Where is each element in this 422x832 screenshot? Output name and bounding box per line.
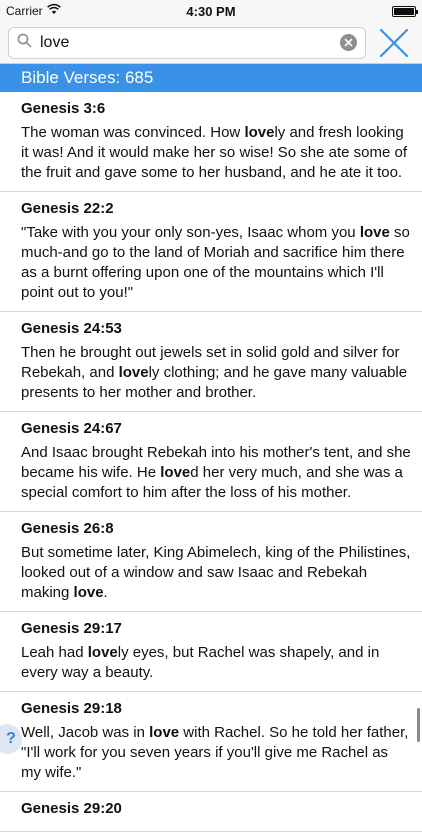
close-button[interactable] <box>372 23 416 63</box>
verse-text <box>21 543 412 603</box>
search-input[interactable] <box>40 34 340 52</box>
search-match: love <box>149 724 180 741</box>
verse-reference: Genesis 26:8 <box>21 520 114 537</box>
verse-item[interactable] <box>0 512 422 612</box>
verse-list <box>0 92 422 832</box>
verse-reference: Genesis 29:20 <box>21 800 122 817</box>
verse-text <box>21 123 412 183</box>
verse-text-segment: Well, Jacob was in <box>21 724 150 741</box>
help-icon: ? <box>6 730 16 747</box>
verse-text <box>21 343 412 403</box>
battery-icon <box>392 6 416 17</box>
verse-text <box>21 223 412 303</box>
battery-level <box>394 8 414 15</box>
search-match: love <box>160 464 191 481</box>
verse-text-segment: . <box>103 584 108 601</box>
verse-text-segment: ly eyes, but Rachel was shapely, and in every way a beauty. <box>21 644 380 681</box>
verse-item[interactable] <box>0 92 422 192</box>
scroll-indicator[interactable] <box>417 708 420 742</box>
verse-text-segment: "Take with you your only son-yes, Isaac whom you <box>21 224 360 241</box>
verse-text-segment: And Isaac brought Rebekah into his mother's tent, and she became his wife. He <box>21 444 411 481</box>
verse-reference: Genesis 24:53 <box>21 320 122 337</box>
verse-item[interactable] <box>0 412 422 512</box>
verse-reference: Genesis 29:17 <box>21 620 122 637</box>
verse-text-segment: with Rachel. So he told her father, "I'll work for you seven years if you'll give me Rachel as my wife." <box>21 724 409 781</box>
search-match: love <box>87 644 118 661</box>
clear-icon[interactable] <box>340 34 357 51</box>
verse-reference: Genesis 22:2 <box>21 200 114 217</box>
verse-text-segment: Leah had <box>21 644 88 661</box>
verse-item[interactable] <box>0 692 422 792</box>
verse-text-segment: Then he brought out jewels set in solid gold and silver for Rebekah, and <box>21 344 400 381</box>
status-bar <box>0 0 422 22</box>
verse-text <box>21 643 412 683</box>
verse-text-segment: But sometime later, King Abimelech, king of the Philistines, looked out of a window and saw Isaac and Rebekah making <box>21 544 411 601</box>
verse-item[interactable] <box>0 792 422 832</box>
verse-text <box>21 723 412 783</box>
search-match: love <box>118 364 149 381</box>
results-count-header <box>0 64 422 92</box>
search-bar <box>0 22 422 64</box>
verse-text-segment: d her very much, and she was a special comfort to him after the loss of his mother. <box>21 464 403 501</box>
search-field[interactable] <box>8 27 366 59</box>
results-count-label: Bible Verses: 685 <box>21 68 154 87</box>
verse-item[interactable] <box>0 312 422 412</box>
verse-text <box>21 443 412 503</box>
verse-reference: Genesis 29:18 <box>21 700 122 717</box>
verse-item[interactable] <box>0 192 422 312</box>
verse-text-segment: ly clothing; and he gave many valuable presents to her mother and brother. <box>21 364 408 401</box>
verse-text-segment: ly and fresh looking it was! And it would make her so wise! So she ate some of the fruit and gave some to her husband, and he ate it too. <box>21 124 408 181</box>
close-icon <box>379 28 409 58</box>
verse-text-segment: so much-and go to the land of Moriah and sacrifice him there as a burnt offering upon one of the mountains which I'll point out to you!" <box>21 224 410 301</box>
verse-reference: Genesis 3:6 <box>21 100 106 117</box>
verse-reference: Genesis 24:67 <box>21 420 122 437</box>
wifi-icon <box>47 4 61 18</box>
search-icon <box>17 33 32 53</box>
verse-item[interactable] <box>0 612 422 692</box>
search-match: love <box>359 224 390 241</box>
search-match: love <box>244 124 275 141</box>
search-match: love <box>73 584 104 601</box>
status-time: 4:30 PM <box>186 3 236 19</box>
carrier-label: Carrier <box>6 4 43 18</box>
verse-text-segment: The woman was convinced. How <box>21 124 245 141</box>
status-left <box>6 4 61 18</box>
